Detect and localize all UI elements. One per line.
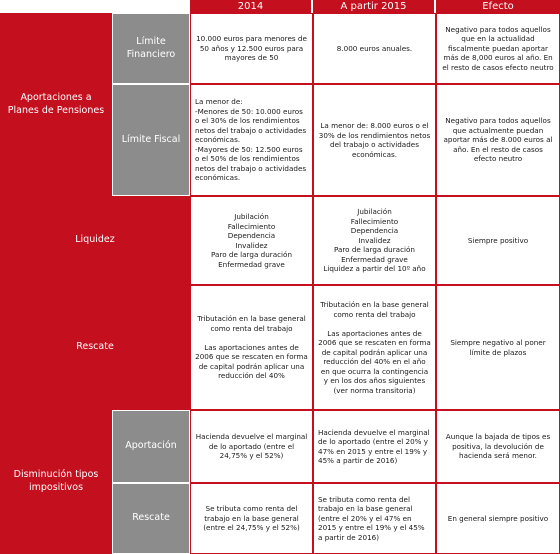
fiscal-efecto-cell: Negativo para todos aquellos que actualmente puedan aportar más de 8.000 euros al año. En el resto de casos efecto neutro xyxy=(436,84,560,196)
financiero-efecto-cell: Negativo para todos aquellos que en la actualidad fiscalmente puedan aportar más de 8,000 euros al año. En el resto de casos efecto neutro xyxy=(436,13,560,84)
subcategory-limite-financiero: Límite Financiero xyxy=(112,13,190,84)
liquidez-2014-cell: Jubilación Fallecimiento Dependencia Invalidez Paro de larga duración Enfermedad grave xyxy=(190,196,313,285)
liquidez-efecto-cell: Siempre positivo xyxy=(436,196,560,285)
rescate-efecto-cell: Siempre negativo al poner límite de plazos xyxy=(436,285,560,410)
header-2014: 2014 xyxy=(190,0,311,13)
category-rescate: Rescate xyxy=(0,285,190,410)
liquidez-2015-cell: Jubilación Fallecimiento Dependencia Invalidez Paro de larga duración Enfermedad grave Liquidez a partir del 10º año xyxy=(313,196,436,285)
rescate-2014-cell: Tributación en la base general como renta del trabajo Las aportaciones antes de 2006 que se rescaten en forma de capital podrán aplicar una reducción del 40% xyxy=(190,285,313,410)
header-2015: A partir 2015 xyxy=(313,0,434,13)
category-disminucion: Disminución tipos impositivos xyxy=(0,410,112,554)
fiscal-2014-cell: La menor de: -Menores de 50: 10.000 euros o el 30% de los rendimientos netos del trabajo o actividades económicas. -Mayores de 50: 12.500 euros o el 50% de los rendimientos netos del trabajo o actividades económicas. xyxy=(190,84,313,196)
aportacion-efecto-cell: Aunque la bajada de tipos es positiva, la devolución de hacienda será menor. xyxy=(436,410,560,483)
subcategory-rescate: Rescate xyxy=(112,483,190,554)
rescate-2015-cell: Tributación en la base general como renta del trabajo Las aportaciones antes de 2006 que se rescaten en forma de capital podrán aplicar una reducción del 40% en el año en que ocurra la contingencia y en los dos años siguientes (ver norma transitoria) xyxy=(313,285,436,410)
category-aportaciones: Aportaciones a Planes de Pensiones xyxy=(0,13,112,196)
fiscal-2015-cell: La menor de: 8.000 euros o el 30% de los rendimientos netos del trabajo o actividades económicas. xyxy=(313,84,436,196)
header-efecto: Efecto xyxy=(436,0,560,13)
financiero-2015-cell: 8.000 euros anuales. xyxy=(313,13,436,84)
disrescate-2014-cell: Se tributa como renta del trabajo en la base general (entre el 24,75% y el 52%) xyxy=(190,483,313,554)
category-liquidez: Liquidez xyxy=(0,196,190,285)
aportacion-2015-cell: Hacienda devuelve el marginal de lo aportado (entre el 20% y 47% en 2015 y entre el 19% y 45% a partir de 2016) xyxy=(313,410,436,483)
aportacion-2014-cell: Hacienda devuelve el marginal de lo aportado (entre el 24,75% y el 52%) xyxy=(190,410,313,483)
financiero-2014-cell: 10.000 euros para menores de 50 años y 12.500 euros para mayores de 50 xyxy=(190,13,313,84)
disrescate-efecto-cell: En general siempre positivo xyxy=(436,483,560,554)
subcategory-aportacion: Aportación xyxy=(112,410,190,483)
disrescate-2015-cell: Se tributa como renta del trabajo en la base general (entre el 20% y el 47% en 2015 y entre el 19% y el 45% a partir de 2016) xyxy=(313,483,436,554)
subcategory-limite-fiscal: Límite Fiscal xyxy=(112,84,190,196)
